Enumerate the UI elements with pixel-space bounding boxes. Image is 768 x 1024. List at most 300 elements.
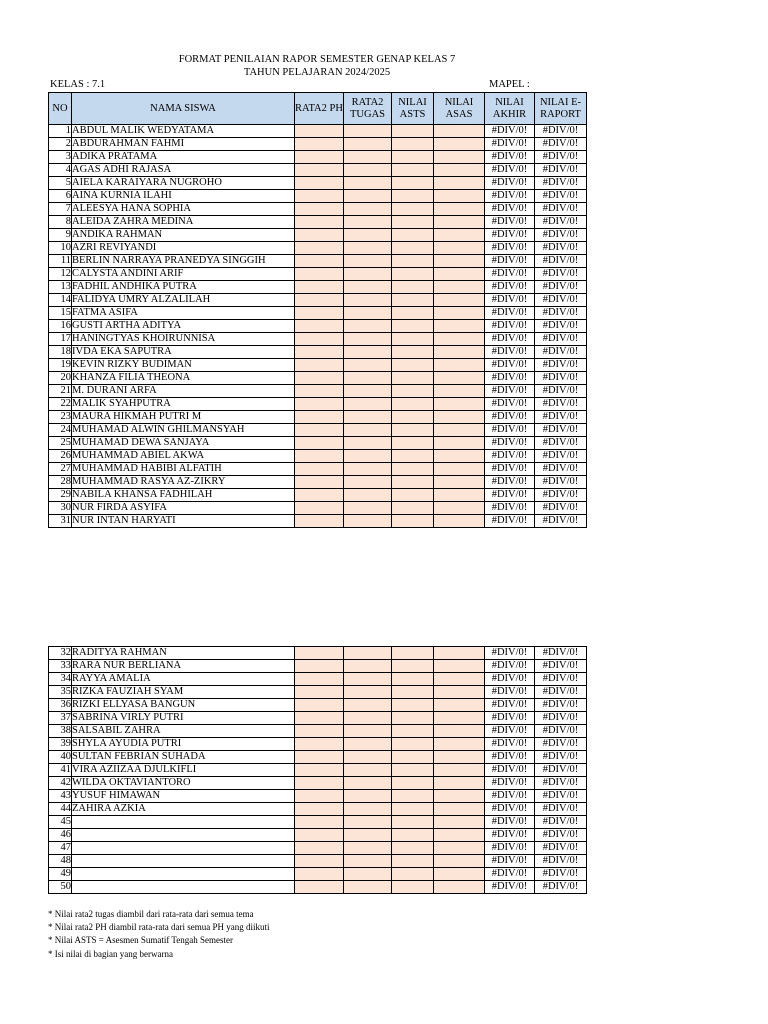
asas-cell[interactable] <box>434 229 485 242</box>
table-row <box>49 686 587 699</box>
nilai-akhir-cell: #DIV/0! <box>485 881 535 894</box>
rata-tugas-cell[interactable] <box>344 647 392 660</box>
asas-cell[interactable] <box>434 190 485 203</box>
asts-cell[interactable] <box>392 411 434 424</box>
asas-cell[interactable] <box>434 725 485 738</box>
rata-ph-cell[interactable] <box>295 190 344 203</box>
nilai-akhir-cell: #DIV/0! <box>485 751 535 764</box>
rata-ph-cell[interactable] <box>295 660 344 673</box>
asts-cell[interactable] <box>392 125 434 138</box>
rata-tugas-cell[interactable] <box>344 359 392 372</box>
rata-ph-cell[interactable] <box>295 738 344 751</box>
rata-ph-cell[interactable] <box>295 751 344 764</box>
asts-cell[interactable] <box>392 489 434 502</box>
student-name <box>72 868 295 881</box>
rata-ph-cell[interactable] <box>295 281 344 294</box>
col-header-akhir: NILAI AKHIR <box>485 93 535 125</box>
asts-cell[interactable] <box>392 346 434 359</box>
nilai-raport-cell: #DIV/0! <box>535 229 587 242</box>
asas-cell[interactable] <box>434 333 485 346</box>
asts-cell[interactable] <box>392 725 434 738</box>
asas-cell[interactable] <box>434 803 485 816</box>
student-name: CALYSTA ANDINI ARIF <box>72 268 295 281</box>
rata-tugas-cell[interactable] <box>344 203 392 216</box>
asas-cell[interactable] <box>434 660 485 673</box>
rata-tugas-cell[interactable] <box>344 190 392 203</box>
nilai-akhir-cell: #DIV/0! <box>485 242 535 255</box>
student-number: 48 <box>49 855 72 868</box>
asts-cell[interactable] <box>392 829 434 842</box>
rata-ph-cell[interactable] <box>295 686 344 699</box>
asts-cell[interactable] <box>392 203 434 216</box>
rata-tugas-cell[interactable] <box>344 307 392 320</box>
rata-tugas-cell[interactable] <box>344 385 392 398</box>
rata-ph-cell[interactable] <box>295 803 344 816</box>
rata-tugas-cell[interactable] <box>344 751 392 764</box>
rata-ph-cell[interactable] <box>295 229 344 242</box>
table-row <box>49 164 587 177</box>
rata-ph-cell[interactable] <box>295 411 344 424</box>
nilai-raport-cell: #DIV/0! <box>535 463 587 476</box>
rata-ph-cell[interactable] <box>295 725 344 738</box>
rata-tugas-cell[interactable] <box>344 463 392 476</box>
rata-tugas-cell[interactable] <box>344 515 392 528</box>
student-name: BERLIN NARRAYA PRANEDYA SINGGIH <box>72 255 295 268</box>
student-number: 11 <box>49 255 72 268</box>
note-item: * Isi nilai di bagian yang berwarna <box>48 948 173 959</box>
table-row <box>49 203 587 216</box>
rata-ph-cell[interactable] <box>295 829 344 842</box>
rata-tugas-cell[interactable] <box>344 411 392 424</box>
rata-ph-cell[interactable] <box>295 216 344 229</box>
asts-cell[interactable] <box>392 842 434 855</box>
student-number: 20 <box>49 372 72 385</box>
nilai-akhir-cell: #DIV/0! <box>485 777 535 790</box>
rata-tugas-cell[interactable] <box>344 855 392 868</box>
student-name: KEVIN RIZKY BUDIMAN <box>72 359 295 372</box>
asts-cell[interactable] <box>392 320 434 333</box>
nilai-raport-cell: #DIV/0! <box>535 842 587 855</box>
student-number: 4 <box>49 164 72 177</box>
asas-cell[interactable] <box>434 816 485 829</box>
student-number: 39 <box>49 738 72 751</box>
asts-cell[interactable] <box>392 868 434 881</box>
notes-section <box>48 908 648 961</box>
rata-tugas-cell[interactable] <box>344 450 392 463</box>
rata-tugas-cell[interactable] <box>344 489 392 502</box>
rata-tugas-cell[interactable] <box>344 216 392 229</box>
nilai-akhir-cell: #DIV/0! <box>485 816 535 829</box>
asas-cell[interactable] <box>434 790 485 803</box>
asts-cell[interactable] <box>392 177 434 190</box>
student-number: 50 <box>49 881 72 894</box>
asts-cell[interactable] <box>392 764 434 777</box>
rata-ph-cell[interactable] <box>295 294 344 307</box>
rata-ph-cell[interactable] <box>295 502 344 515</box>
rata-ph-cell[interactable] <box>295 333 344 346</box>
asas-cell[interactable] <box>434 855 485 868</box>
table-row <box>49 777 587 790</box>
asts-cell[interactable] <box>392 712 434 725</box>
nilai-akhir-cell: #DIV/0! <box>485 829 535 842</box>
asas-cell[interactable] <box>434 203 485 216</box>
rata-ph-cell[interactable] <box>295 699 344 712</box>
asas-cell[interactable] <box>434 398 485 411</box>
asts-cell[interactable] <box>392 660 434 673</box>
rata-ph-cell[interactable] <box>295 398 344 411</box>
rata-tugas-cell[interactable] <box>344 320 392 333</box>
rata-tugas-cell[interactable] <box>344 281 392 294</box>
rata-ph-cell[interactable] <box>295 881 344 894</box>
rata-tugas-cell[interactable] <box>344 125 392 138</box>
rata-ph-cell[interactable] <box>295 424 344 437</box>
asas-cell[interactable] <box>434 673 485 686</box>
rata-ph-cell[interactable] <box>295 177 344 190</box>
report-subtitle: TAHUN PELAJARAN 2024/2025 <box>243 67 391 78</box>
rata-tugas-cell[interactable] <box>344 346 392 359</box>
asas-cell[interactable] <box>434 686 485 699</box>
asas-cell[interactable] <box>434 712 485 725</box>
student-number: 13 <box>49 281 72 294</box>
student-number: 19 <box>49 359 72 372</box>
asas-cell[interactable] <box>434 463 485 476</box>
rata-tugas-cell[interactable] <box>344 699 392 712</box>
rata-tugas-cell[interactable] <box>344 673 392 686</box>
asas-cell[interactable] <box>434 411 485 424</box>
rata-ph-cell[interactable] <box>295 151 344 164</box>
asas-cell[interactable] <box>434 764 485 777</box>
table-row <box>49 216 587 229</box>
rata-tugas-cell[interactable] <box>344 268 392 281</box>
asas-cell[interactable] <box>434 489 485 502</box>
rata-tugas-cell[interactable] <box>344 372 392 385</box>
asts-cell[interactable] <box>392 229 434 242</box>
rata-tugas-cell[interactable] <box>344 764 392 777</box>
nilai-raport-cell: #DIV/0! <box>535 738 587 751</box>
student-name: RIZKA FAUZIAH SYAM <box>72 686 295 699</box>
nilai-raport-cell: #DIV/0! <box>535 177 587 190</box>
rata-tugas-cell[interactable] <box>344 816 392 829</box>
nilai-akhir-cell: #DIV/0! <box>485 190 535 203</box>
nilai-raport-cell: #DIV/0! <box>535 712 587 725</box>
asas-cell[interactable] <box>434 647 485 660</box>
asts-cell[interactable] <box>392 255 434 268</box>
rata-ph-cell[interactable] <box>295 255 344 268</box>
nilai-akhir-cell: #DIV/0! <box>485 229 535 242</box>
table-row <box>49 242 587 255</box>
rata-ph-cell[interactable] <box>295 268 344 281</box>
asas-cell[interactable] <box>434 424 485 437</box>
nilai-raport-cell: #DIV/0! <box>535 346 587 359</box>
student-number: 14 <box>49 294 72 307</box>
rata-ph-cell[interactable] <box>295 307 344 320</box>
asts-cell[interactable] <box>392 502 434 515</box>
asts-cell[interactable] <box>392 777 434 790</box>
student-name: ANDIKA RAHMAN <box>72 229 295 242</box>
rata-tugas-cell[interactable] <box>344 242 392 255</box>
nilai-akhir-cell: #DIV/0! <box>485 307 535 320</box>
asas-cell[interactable] <box>434 359 485 372</box>
student-name: ABDURAHMAN FAHMI <box>72 138 295 151</box>
nilai-akhir-cell: #DIV/0! <box>485 424 535 437</box>
asts-cell[interactable] <box>392 385 434 398</box>
rata-tugas-cell[interactable] <box>344 437 392 450</box>
table-row <box>49 751 587 764</box>
subject-label: MAPEL : <box>489 79 530 90</box>
nilai-akhir-cell: #DIV/0! <box>485 489 535 502</box>
rata-tugas-cell[interactable] <box>344 712 392 725</box>
asts-cell[interactable] <box>392 372 434 385</box>
nilai-raport-cell: #DIV/0! <box>535 190 587 203</box>
nilai-raport-cell: #DIV/0! <box>535 372 587 385</box>
asts-cell[interactable] <box>392 242 434 255</box>
rata-tugas-cell[interactable] <box>344 881 392 894</box>
rata-tugas-cell[interactable] <box>344 255 392 268</box>
asts-cell[interactable] <box>392 738 434 751</box>
rata-ph-cell[interactable] <box>295 450 344 463</box>
student-number: 36 <box>49 699 72 712</box>
student-number: 49 <box>49 868 72 881</box>
asas-cell[interactable] <box>434 346 485 359</box>
asts-cell[interactable] <box>392 151 434 164</box>
asas-cell[interactable] <box>434 216 485 229</box>
col-header-asas: NILAI ASAS <box>434 93 485 125</box>
rata-tugas-cell[interactable] <box>344 777 392 790</box>
asts-cell[interactable] <box>392 686 434 699</box>
asts-cell[interactable] <box>392 164 434 177</box>
table-row <box>49 307 587 320</box>
rata-tugas-cell[interactable] <box>344 151 392 164</box>
rata-tugas-cell[interactable] <box>344 177 392 190</box>
rata-ph-cell[interactable] <box>295 385 344 398</box>
asas-cell[interactable] <box>434 842 485 855</box>
rata-ph-cell[interactable] <box>295 463 344 476</box>
asas-cell[interactable] <box>434 515 485 528</box>
rata-tugas-cell[interactable] <box>344 476 392 489</box>
table-row <box>49 281 587 294</box>
student-number: 38 <box>49 725 72 738</box>
asas-cell[interactable] <box>434 881 485 894</box>
asts-cell[interactable] <box>392 450 434 463</box>
asas-cell[interactable] <box>434 699 485 712</box>
rata-ph-cell[interactable] <box>295 476 344 489</box>
rata-tugas-cell[interactable] <box>344 803 392 816</box>
rata-ph-cell[interactable] <box>295 868 344 881</box>
student-name <box>72 855 295 868</box>
table-row <box>49 476 587 489</box>
asts-cell[interactable] <box>392 307 434 320</box>
student-number: 1 <box>49 125 72 138</box>
rata-ph-cell[interactable] <box>295 125 344 138</box>
rata-tugas-cell[interactable] <box>344 829 392 842</box>
asas-cell[interactable] <box>434 242 485 255</box>
asas-cell[interactable] <box>434 751 485 764</box>
student-number: 16 <box>49 320 72 333</box>
asas-cell[interactable] <box>434 777 485 790</box>
asts-cell[interactable] <box>392 751 434 764</box>
table-row <box>49 333 587 346</box>
asas-cell[interactable] <box>434 502 485 515</box>
asas-cell[interactable] <box>434 829 485 842</box>
rata-tugas-cell[interactable] <box>344 164 392 177</box>
asts-cell[interactable] <box>392 190 434 203</box>
rata-tugas-cell[interactable] <box>344 738 392 751</box>
asas-cell[interactable] <box>434 255 485 268</box>
asts-cell[interactable] <box>392 294 434 307</box>
nilai-akhir-cell: #DIV/0! <box>485 346 535 359</box>
student-number: 37 <box>49 712 72 725</box>
nilai-raport-cell: #DIV/0! <box>535 151 587 164</box>
asas-cell[interactable] <box>434 138 485 151</box>
rata-ph-cell[interactable] <box>295 359 344 372</box>
table-row <box>49 803 587 816</box>
rata-tugas-cell[interactable] <box>344 868 392 881</box>
rata-ph-cell[interactable] <box>295 647 344 660</box>
asts-cell[interactable] <box>392 281 434 294</box>
student-number: 34 <box>49 673 72 686</box>
asts-cell[interactable] <box>392 216 434 229</box>
nilai-raport-cell: #DIV/0! <box>535 489 587 502</box>
asas-cell[interactable] <box>434 372 485 385</box>
rata-ph-cell[interactable] <box>295 764 344 777</box>
rata-ph-cell[interactable] <box>295 855 344 868</box>
rata-ph-cell[interactable] <box>295 673 344 686</box>
asts-cell[interactable] <box>392 476 434 489</box>
rata-tugas-cell[interactable] <box>344 790 392 803</box>
nilai-akhir-cell: #DIV/0! <box>485 712 535 725</box>
table-row <box>49 255 587 268</box>
student-number: 9 <box>49 229 72 242</box>
asts-cell[interactable] <box>392 268 434 281</box>
asas-cell[interactable] <box>434 476 485 489</box>
rata-tugas-cell[interactable] <box>344 502 392 515</box>
asas-cell[interactable] <box>434 268 485 281</box>
asts-cell[interactable] <box>392 333 434 346</box>
asts-cell[interactable] <box>392 699 434 712</box>
rata-tugas-cell[interactable] <box>344 842 392 855</box>
nilai-akhir-cell: #DIV/0! <box>485 411 535 424</box>
student-name: MUHAMAD DEWA SANJAYA <box>72 437 295 450</box>
note-item: * Nilai rata2 PH diambil rata-rata dari semua PH yang diikuti <box>48 922 270 933</box>
rata-tugas-cell[interactable] <box>344 424 392 437</box>
asas-cell[interactable] <box>434 437 485 450</box>
nilai-raport-cell: #DIV/0! <box>535 294 587 307</box>
rata-tugas-cell[interactable] <box>344 725 392 738</box>
asas-cell[interactable] <box>434 385 485 398</box>
asts-cell[interactable] <box>392 647 434 660</box>
rata-tugas-cell[interactable] <box>344 138 392 151</box>
student-number: 21 <box>49 385 72 398</box>
table-row <box>49 177 587 190</box>
col-header-no: NO <box>49 93 72 125</box>
nilai-akhir-cell: #DIV/0! <box>485 333 535 346</box>
asas-cell[interactable] <box>434 294 485 307</box>
rata-ph-cell[interactable] <box>295 790 344 803</box>
nilai-raport-cell: #DIV/0! <box>535 764 587 777</box>
rata-ph-cell[interactable] <box>295 320 344 333</box>
asts-cell[interactable] <box>392 437 434 450</box>
rata-ph-cell[interactable] <box>295 437 344 450</box>
rata-ph-cell[interactable] <box>295 515 344 528</box>
rata-ph-cell[interactable] <box>295 842 344 855</box>
student-number: 12 <box>49 268 72 281</box>
student-number: 41 <box>49 764 72 777</box>
asts-cell[interactable] <box>392 515 434 528</box>
student-number: 5 <box>49 177 72 190</box>
asas-cell[interactable] <box>434 868 485 881</box>
nilai-raport-cell: #DIV/0! <box>535 803 587 816</box>
rata-ph-cell[interactable] <box>295 712 344 725</box>
asts-cell[interactable] <box>392 881 434 894</box>
asts-cell[interactable] <box>392 398 434 411</box>
rata-ph-cell[interactable] <box>295 489 344 502</box>
asts-cell[interactable] <box>392 359 434 372</box>
nilai-akhir-cell: #DIV/0! <box>485 164 535 177</box>
student-number: 46 <box>49 829 72 842</box>
rata-ph-cell[interactable] <box>295 203 344 216</box>
rata-tugas-cell[interactable] <box>344 660 392 673</box>
nilai-raport-cell: #DIV/0! <box>535 502 587 515</box>
asas-cell[interactable] <box>434 320 485 333</box>
rata-ph-cell[interactable] <box>295 346 344 359</box>
student-number: 35 <box>49 686 72 699</box>
nilai-akhir-cell: #DIV/0! <box>485 359 535 372</box>
student-number: 42 <box>49 777 72 790</box>
rata-tugas-cell[interactable] <box>344 398 392 411</box>
asts-cell[interactable] <box>392 138 434 151</box>
asas-cell[interactable] <box>434 125 485 138</box>
asas-cell[interactable] <box>434 151 485 164</box>
rata-tugas-cell[interactable] <box>344 229 392 242</box>
student-name: NABILA KHANSA FADHILAH <box>72 489 295 502</box>
student-name: MUHAMMAD RASYA AZ-ZIKRY <box>72 476 295 489</box>
rata-tugas-cell[interactable] <box>344 333 392 346</box>
asts-cell[interactable] <box>392 790 434 803</box>
asts-cell[interactable] <box>392 424 434 437</box>
asas-cell[interactable] <box>434 177 485 190</box>
asts-cell[interactable] <box>392 816 434 829</box>
student-name: MUHAMMAD HABIBI ALFATIH <box>72 463 295 476</box>
asts-cell[interactable] <box>392 803 434 816</box>
asas-cell[interactable] <box>434 164 485 177</box>
rata-ph-cell[interactable] <box>295 164 344 177</box>
asts-cell[interactable] <box>392 855 434 868</box>
asts-cell[interactable] <box>392 463 434 476</box>
student-name: ABDUL MALIK WEDYATAMA <box>72 125 295 138</box>
student-name: ALEESYA HANA SOPHIA <box>72 203 295 216</box>
student-name: RADITYA RAHMAN <box>72 647 295 660</box>
asts-cell[interactable] <box>392 673 434 686</box>
col-header-rata-ph: RATA2 PH <box>295 93 344 125</box>
rata-ph-cell[interactable] <box>295 777 344 790</box>
asas-cell[interactable] <box>434 281 485 294</box>
asas-cell[interactable] <box>434 738 485 751</box>
nilai-raport-cell: #DIV/0! <box>535 868 587 881</box>
rata-ph-cell[interactable] <box>295 138 344 151</box>
student-name: IVDA EKA SAPUTRA <box>72 346 295 359</box>
rata-tugas-cell[interactable] <box>344 294 392 307</box>
rata-tugas-cell[interactable] <box>344 686 392 699</box>
student-name: AZRI REVIYANDI <box>72 242 295 255</box>
asas-cell[interactable] <box>434 450 485 463</box>
rata-ph-cell[interactable] <box>295 242 344 255</box>
rata-ph-cell[interactable] <box>295 372 344 385</box>
student-number: 28 <box>49 476 72 489</box>
rata-ph-cell[interactable] <box>295 816 344 829</box>
asas-cell[interactable] <box>434 307 485 320</box>
nilai-raport-cell: #DIV/0! <box>535 450 587 463</box>
student-name <box>72 881 295 894</box>
